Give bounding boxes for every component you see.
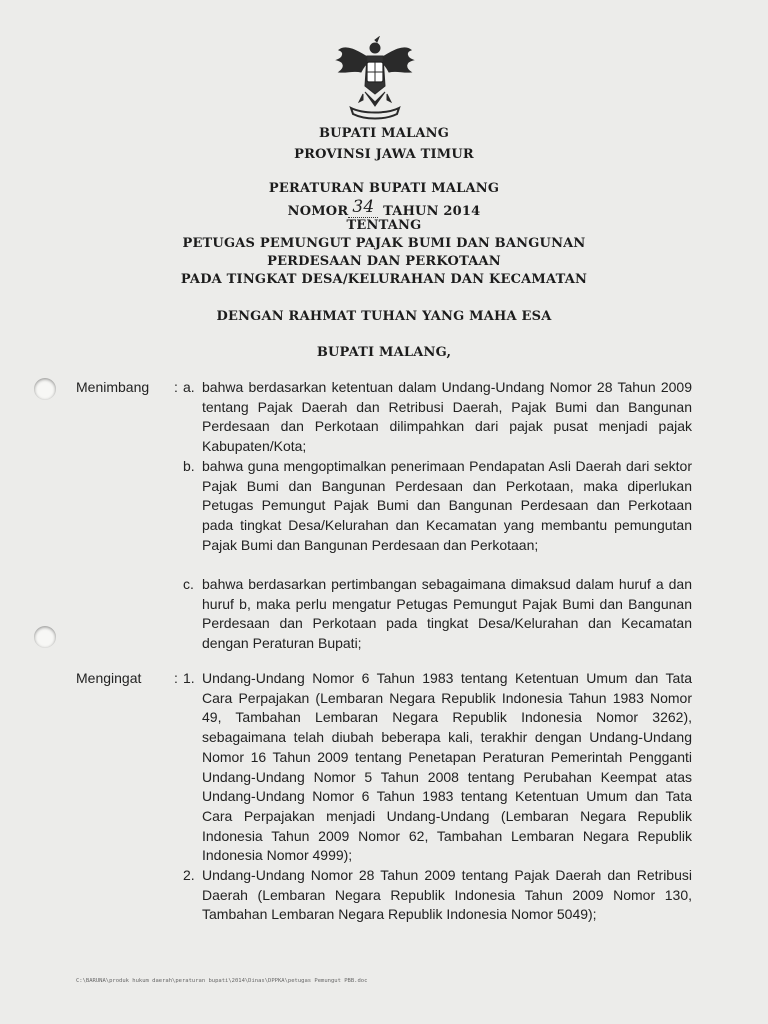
tahun-label: TAHUN 2014 [383,204,481,219]
mengingat-colon: : [174,670,178,686]
regulation-title: PERATURAN BUPATI MALANG [268,181,500,196]
nomor-handwritten: 34 [348,197,378,218]
mengingat-item: Undang-Undang Nomor 6 Tahun 1983 tentang Ketentuan Umum dan Tata Cara Perpajakan (Lembaran Negara Republik Indonesia Tahun 1983 Nomor 49, Tambahan Lembaran Negara Republik Indonesia Nomor 3262), sebagaimana telah diubah beberapa kali, terakhir dengan Undang-Undang Nomor 16 Tahun 2009 tentang Penetapan Peraturan Pemerintah Pengganti Undang-Undang Nomor 5 Tahun 2008 tentang Perubahan Keempat atas Undang-Undang Nomor 6 Tahun 1983 tentang Ketentuan Umum dan Tata Cara Perpajakan menjadi Undang-Undang (Lembaran Negara Republik Indonesia Tahun 2009 Nomor 62, Tambahan Lembaran Negara Republik Indonesia Nomor 4999); [202,670,692,864]
menimbang-marker: c. [183,576,194,592]
blessing-line: DENGAN RAHMAT TUHAN YANG MAHA ESA [216,309,552,324]
nomor-label: NOMOR [287,204,349,219]
subject-line-2: PERDESAAN DAN PERKOTAAN [267,254,501,269]
menimbang-label: Menimbang [76,379,150,395]
punch-hole [34,626,56,648]
mengingat-marker: 2. [183,867,195,883]
mengingat-label: Mengingat [76,670,142,686]
mengingat-marker: 1. [183,670,195,686]
header-province: PROVINSI JAWA TIMUR [294,147,474,162]
garuda-emblem-icon [333,36,417,122]
menimbang-marker: a. [183,379,195,395]
subject-line-1: PETUGAS PEMUNGUT PAJAK BUMI DAN BANGUNAN [182,236,586,251]
header-regent: BUPATI MALANG [318,126,450,141]
menimbang-colon: : [174,379,178,395]
punch-hole [34,378,56,400]
authority-line: BUPATI MALANG, [316,345,452,360]
menimbang-item: bahwa berdasarkan pertimbangan sebagaimana dimaksud dalam huruf a dan huruf b, maka perlu mengatur Petugas Pemungut Pajak Bumi dan Bangunan Perdesaan dan Perkotaan pada tingkat Desa/Kelurahan dan Kecamatan dengan Peraturan Bupati; [202,576,692,652]
menimbang-item: bahwa guna mengoptimalkan penerimaan Pendapatan Asli Daerah dari sektor Pajak Bumi dan Bangunan Perdesaan dan Perkotaan, maka diperlukan Petugas Pemungut Pajak Bumi dan Bangunan Perdesaan dan Perkotaan pada tingkat Desa/Kelurahan dan Kecamatan yang membantu pemungutan Pajak Bumi dan Bangunan Perdesaan dan Perkotaan; [202,458,692,553]
menimbang-marker: b. [183,458,195,474]
subject-line-3: PADA TINGKAT DESA/KELURAHAN DAN KECAMATAN [180,272,588,287]
mengingat-item: Undang-Undang Nomor 28 Tahun 2009 tentang Pajak Daerah dan Retribusi Daerah (Lembaran Negara Republik Indonesia Tahun 2009 Nomor 130, Tambahan Lembaran Negara Republik Indonesia Nomor 5049); [202,867,692,923]
tentang-label: TENTANG [346,218,422,233]
menimbang-item: bahwa berdasarkan ketentuan dalam Undang-Undang Nomor 28 Tahun 2009 tentang Pajak Daerah dan Retribusi Daerah, Pajak Bumi dan Bangunan Perdesaan dan Perkotaan dilimpahkan dari pajak pusat menjadi pajak Kabupaten/Kota; [202,379,692,455]
footer-file-path: C:\BARUNA\produk hukum daerah\peraturan bupati\2014\Dinas\DPPKA\petugas Pemungut PBB.doc [76,978,368,984]
